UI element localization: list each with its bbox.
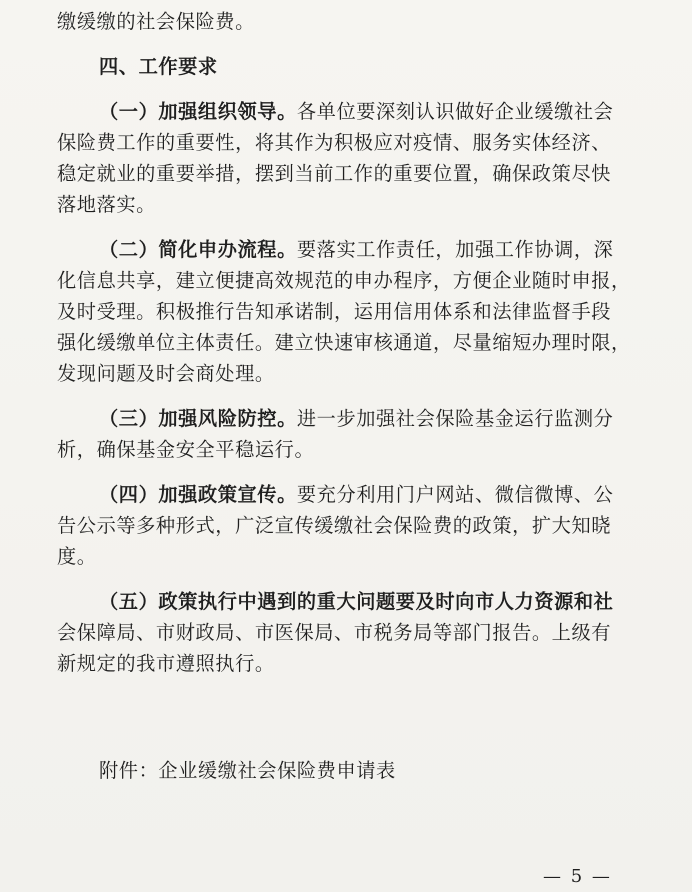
section-heading: 四、工作要求 [99,55,218,78]
paragraph-2-line-4: 强化缓缴单位主体责任。建立快速审核通道，尽量缩短办理时限， [57,331,631,354]
paragraph-1 [57,96,647,220]
paragraph-3-lead: （三）加强风险防控。 [99,407,297,430]
paragraph-1-text-1: 各单位要深刻认识做好企业缓缴社会 [296,100,614,123]
paragraph-2-line-5: 发现问题及时会商处理。 [57,362,275,385]
paragraph-2-lead: （二）简化申办流程。 [99,238,297,261]
paragraph-4-line-3: 度。 [57,545,97,568]
paragraph-4-lead: （四）加强政策宣传。 [99,483,297,506]
paragraph-4-line-2: 告公示等多种形式，广泛宣传缓缴社会保险费的政策，扩大知晓 [57,514,612,537]
paragraph-3 [57,403,647,465]
paragraph-2-line-1 [57,234,647,265]
paragraph-5 [57,586,647,679]
paragraph-5-line-3: 新规定的我市遵照执行。 [57,652,275,675]
paragraph-1-line-4: 落地落实。 [57,193,156,216]
attachment-line: 附件：企业缓缴社会保险费申请表 [99,759,396,783]
page-number: — 5 — [543,866,612,887]
paragraph-3-line-2: 析，确保基金安全平稳运行。 [57,438,315,461]
paragraph-1-line-1 [57,96,647,127]
paragraph-1-line-2: 保险费工作的重要性，将其作为积极应对疫情、服务实体经济、 [57,131,612,154]
opening-line: 缴缓缴的社会保险费。 [57,10,255,33]
paragraph-4-text-1: 要充分利用门户网站、微信微博、公 [296,483,614,506]
paragraph-1-lead: （一）加强组织领导。 [99,100,297,123]
paragraph-5-line-2: 会保障局、市财政局、市医保局、市税务局等部门报告。上级有 [57,621,612,644]
paragraph-1-line-3: 稳定就业的重要举措，摆到当前工作的重要位置，确保政策尽快 [57,162,612,185]
paragraph-2-line-3: 及时受理。积极推行告知承诺制，运用信用体系和法律监督手段 [57,300,612,323]
paragraph-2-line-2: 化信息共享，建立便捷高效规范的申办程序，方便企业随时申报， [57,269,631,292]
paragraph-5-lead: （五）政策执行中遇到的重大问题要及时向市人力资源和社 [99,590,614,613]
paragraph-5-line-1 [57,586,647,617]
paragraph-4 [57,479,647,572]
paragraph-3-text-1: 进一步加强社会保险基金运行监测分 [296,407,614,430]
document-body [57,6,647,693]
paragraph-2-text-1: 要落实工作责任，加强工作协调，深 [296,238,614,261]
paragraph-4-line-1 [57,479,647,510]
paragraph-2 [57,234,647,389]
paragraph-3-line-1 [57,403,647,434]
